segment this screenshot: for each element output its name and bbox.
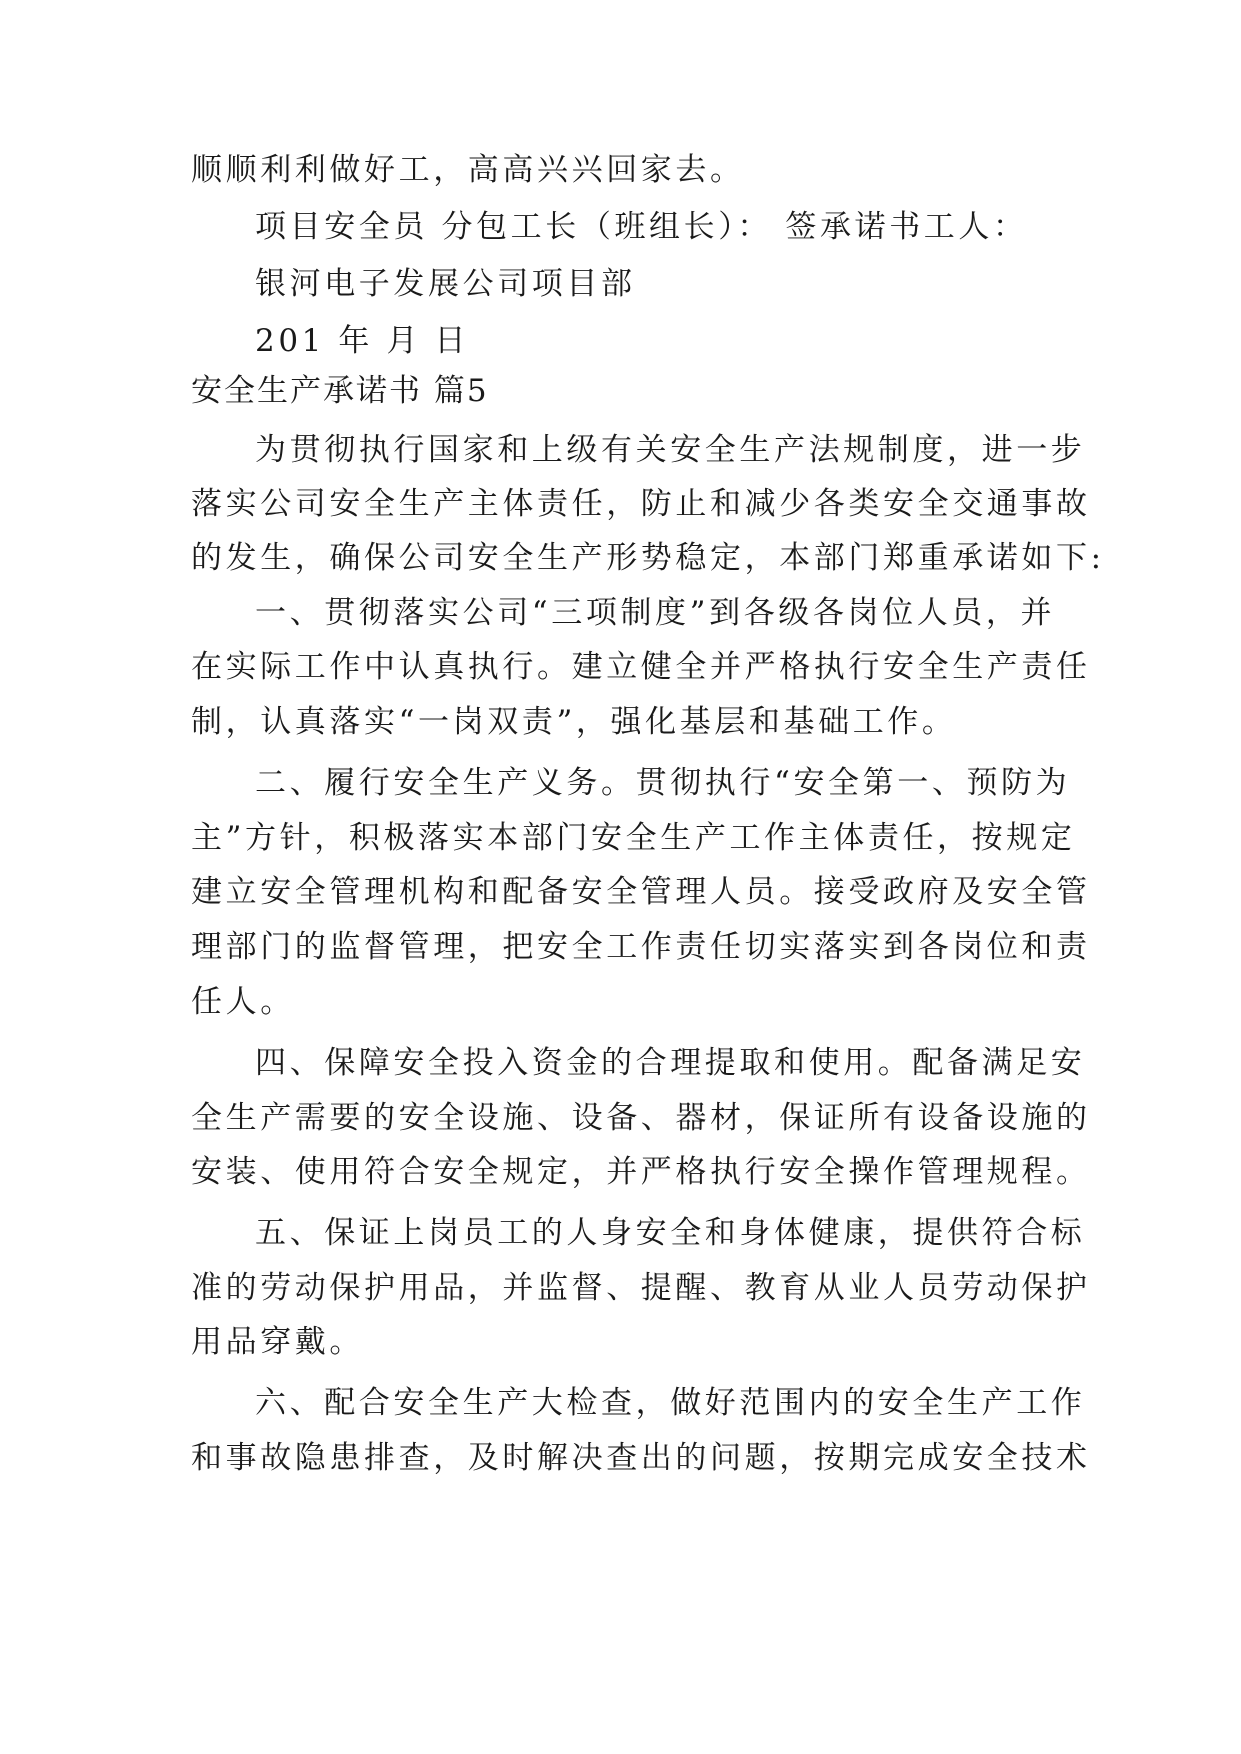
text-line: 准的劳动保护用品，并监督、提醒、教育从业人员劳动保护 [191,1270,1091,1306]
text-line: 全生产需要的安全设施、设备、器材，保证所有设备设施的 [191,1100,1091,1136]
text-line: 制，认真落实“一岗双责”，强化基层和基础工作。 [191,704,957,740]
signature-roles-line: 项目安全员 分包工长（班组长）： 签承诺书工人： [255,209,1028,245]
text-line: 为贯彻执行国家和上级有关安全生产法规制度，进一步 [255,432,1086,468]
text-line: 二、履行安全生产义务。贯彻执行“安全第一、预防为 [255,765,1071,801]
text-line: 四、保障安全投入资金的合理提取和使用。配备满足安 [255,1045,1086,1081]
company-name-line: 银河电子发展公司项目部 [255,266,636,302]
text-line: 在实际工作中认真执行。建立健全并严格执行安全生产责任 [191,649,1091,685]
text-line: 顺顺利利做好工，高高兴兴回家去。 [191,152,745,188]
text-line: 理部门的监督管理，把安全工作责任切实落实到各岗位和责 [191,929,1091,965]
text-line: 用品穿戴。 [191,1324,364,1360]
text-line: 主”方针，积极落实本部门安全生产工作主体责任，按规定 [191,820,1076,856]
text-line: 五、保证上岗员工的人身安全和身体健康，提供符合标 [255,1215,1086,1251]
text-line: 安装、使用符合安全规定，并严格执行安全操作管理规程。 [191,1154,1091,1190]
text-line: 六、配合安全生产大检查，做好范围内的安全生产工作 [255,1385,1086,1421]
section-heading: 安全生产承诺书 篇5 [191,373,489,409]
text-line: 建立安全管理机构和配备安全管理人员。接受政府及安全管 [191,874,1091,910]
text-line: 落实公司安全生产主体责任，防止和减少各类安全交通事故 [191,486,1091,522]
text-line: 一、贯彻落实公司“三项制度”到各级各岗位人员，并 [255,595,1056,631]
text-line: 和事故隐患排查，及时解决查出的问题，按期完成安全技术 [191,1440,1091,1476]
text-line: 任人。 [191,984,295,1020]
text-line: 的发生，确保公司安全生产形势稳定，本部门郑重承诺如下: [191,540,1105,576]
date-line: 201 年 月 日 [255,323,470,359]
